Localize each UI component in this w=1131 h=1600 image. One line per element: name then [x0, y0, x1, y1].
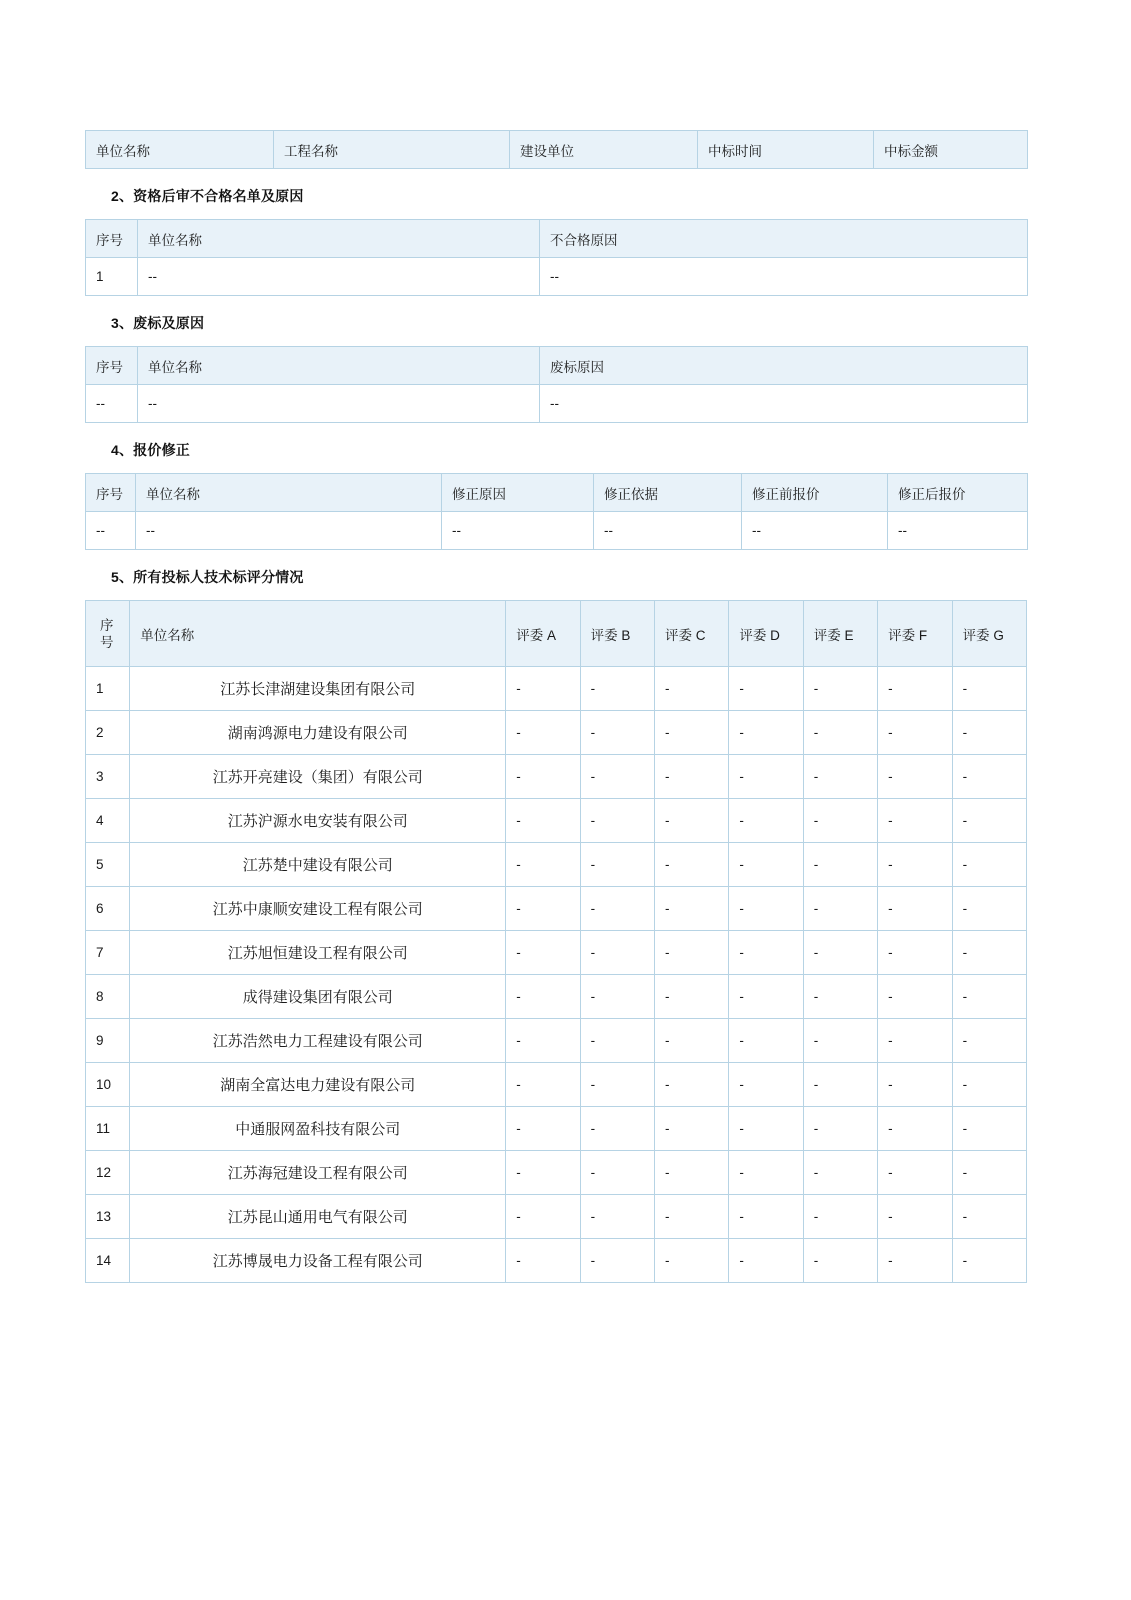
cell-judge-score: - [803, 1107, 877, 1151]
cell-company-name: 江苏博晟电力设备工程有限公司 [130, 1239, 506, 1283]
cell-company-name: 江苏海冠建设工程有限公司 [130, 1151, 506, 1195]
cell-judge-score: - [952, 887, 1026, 931]
cell-seq: 1 [86, 667, 130, 711]
cell-correction-reason: -- [442, 512, 594, 550]
cell-judge-score: - [506, 887, 580, 931]
cell-judge-score: - [878, 1019, 952, 1063]
column-header-seq: 序号 [86, 347, 138, 385]
cell-judge-score: - [580, 975, 654, 1019]
table-row [86, 711, 1027, 755]
cell-judge-score: - [580, 667, 654, 711]
column-header-judge-c: 评委 C [655, 601, 729, 667]
column-header-price-after: 修正后报价 [888, 474, 1028, 512]
cell-judge-score: - [506, 1019, 580, 1063]
cell-judge-score: - [803, 711, 877, 755]
cell-company-name: 中通服网盈科技有限公司 [130, 1107, 506, 1151]
cell-judge-score: - [506, 1239, 580, 1283]
cell-judge-score: - [506, 975, 580, 1019]
table-row [86, 512, 1028, 550]
cell-judge-score: - [729, 1063, 803, 1107]
table-row [86, 1195, 1027, 1239]
cell-judge-score: - [878, 1063, 952, 1107]
cell-judge-score: - [580, 799, 654, 843]
cell-judge-score: - [803, 931, 877, 975]
table-row [86, 931, 1027, 975]
cell-company-name: 湖南鸿源电力建设有限公司 [130, 711, 506, 755]
cell-judge-score: - [878, 1107, 952, 1151]
cell-seq: 12 [86, 1151, 130, 1195]
cell-judge-score: - [729, 667, 803, 711]
column-header-judge-g: 评委 G [952, 601, 1026, 667]
column-header-award-amount: 中标金额 [874, 131, 1028, 169]
technical-score-table [85, 600, 1027, 1283]
cell-judge-score: - [878, 931, 952, 975]
winner-info-table [85, 130, 1028, 169]
cell-price-after: -- [888, 512, 1028, 550]
column-header-price-before: 修正前报价 [742, 474, 888, 512]
cell-judge-score: - [952, 1063, 1026, 1107]
cell-company-name: -- [136, 512, 442, 550]
cell-judge-score: - [655, 1107, 729, 1151]
column-header-company-name: 单位名称 [130, 601, 506, 667]
cell-seq: -- [86, 512, 136, 550]
cell-judge-score: - [506, 711, 580, 755]
section-title-3: 3、废标及原因 [111, 315, 205, 331]
column-header-correction-reason: 修正原因 [442, 474, 594, 512]
column-header-judge-e: 评委 E [803, 601, 877, 667]
cell-judge-score: - [655, 843, 729, 887]
cell-judge-score: - [729, 975, 803, 1019]
cell-judge-score: - [952, 667, 1026, 711]
cell-judge-score: - [506, 1063, 580, 1107]
column-header-company-name: 单位名称 [138, 347, 540, 385]
cell-judge-score: - [580, 887, 654, 931]
cell-judge-score: - [952, 931, 1026, 975]
cell-judge-score: - [655, 711, 729, 755]
cell-judge-score: - [878, 1151, 952, 1195]
column-header-seq: 序号 [86, 220, 138, 258]
table-row [86, 385, 1028, 423]
cell-judge-score: - [655, 799, 729, 843]
cell-judge-score: - [580, 711, 654, 755]
cell-seq: 14 [86, 1239, 130, 1283]
cell-judge-score: - [655, 887, 729, 931]
cell-judge-score: - [729, 1019, 803, 1063]
cell-judge-score: - [729, 755, 803, 799]
table-row [86, 667, 1027, 711]
cell-judge-score: - [655, 975, 729, 1019]
column-header-seq: 序号 [86, 474, 136, 512]
cell-judge-score: - [952, 1019, 1026, 1063]
cell-judge-score: - [506, 799, 580, 843]
cell-judge-score: - [803, 1151, 877, 1195]
cell-judge-score: - [655, 1063, 729, 1107]
cell-judge-score: - [729, 799, 803, 843]
table-header-row [86, 131, 1028, 169]
cell-seq: 8 [86, 975, 130, 1019]
cell-judge-score: - [952, 1195, 1026, 1239]
column-header-judge-f: 评委 F [878, 601, 952, 667]
cell-judge-score: - [952, 711, 1026, 755]
cell-judge-score: - [506, 843, 580, 887]
cell-judge-score: - [580, 1063, 654, 1107]
cell-judge-score: - [655, 755, 729, 799]
invalid-bid-table [85, 346, 1028, 423]
cell-judge-score: - [878, 667, 952, 711]
cell-judge-score: - [803, 1195, 877, 1239]
cell-judge-score: - [878, 1239, 952, 1283]
table-row [86, 258, 1028, 296]
cell-judge-score: - [655, 1151, 729, 1195]
cell-seq: 4 [86, 799, 130, 843]
cell-judge-score: - [506, 1195, 580, 1239]
cell-seq: 2 [86, 711, 130, 755]
cell-judge-score: - [803, 799, 877, 843]
cell-judge-score: - [878, 1195, 952, 1239]
cell-judge-score: - [655, 1019, 729, 1063]
cell-company-name: 江苏沪源水电安装有限公司 [130, 799, 506, 843]
cell-company-name: 江苏浩然电力工程建设有限公司 [130, 1019, 506, 1063]
cell-seq: 10 [86, 1063, 130, 1107]
section-title-2: 2、资格后审不合格名单及原因 [111, 188, 304, 204]
column-header-invalid-reason: 废标原因 [540, 347, 1028, 385]
table-header-row [86, 601, 1027, 667]
table-row [86, 1063, 1027, 1107]
table-row [86, 1239, 1027, 1283]
table-header-row [86, 220, 1028, 258]
cell-seq: 7 [86, 931, 130, 975]
cell-correction-basis: -- [594, 512, 742, 550]
table-header-row [86, 474, 1028, 512]
section-title-4: 4、报价修正 [111, 442, 190, 458]
cell-company-name: 江苏楚中建设有限公司 [130, 843, 506, 887]
cell-judge-score: - [952, 1151, 1026, 1195]
cell-seq: 13 [86, 1195, 130, 1239]
cell-seq: 11 [86, 1107, 130, 1151]
cell-judge-score: - [506, 755, 580, 799]
cell-judge-score: - [580, 931, 654, 975]
cell-judge-score: - [506, 667, 580, 711]
cell-judge-score: - [878, 887, 952, 931]
cell-judge-score: - [878, 755, 952, 799]
cell-judge-score: - [803, 887, 877, 931]
table-row [86, 1107, 1027, 1151]
column-header-judge-a: 评委 A [506, 601, 580, 667]
cell-reason: -- [540, 385, 1028, 423]
column-header-award-date: 中标时间 [698, 131, 874, 169]
cell-seq: 9 [86, 1019, 130, 1063]
cell-judge-score: - [952, 1107, 1026, 1151]
cell-company-name: 江苏开亮建设（集团）有限公司 [130, 755, 506, 799]
column-header-company-name: 单位名称 [138, 220, 540, 258]
cell-reason: -- [540, 258, 1028, 296]
cell-judge-score: - [506, 1107, 580, 1151]
column-header-judge-b: 评委 B [580, 601, 654, 667]
cell-price-before: -- [742, 512, 888, 550]
cell-judge-score: - [580, 1239, 654, 1283]
cell-judge-score: - [729, 1195, 803, 1239]
cell-judge-score: - [580, 1019, 654, 1063]
cell-company-name: 江苏旭恒建设工程有限公司 [130, 931, 506, 975]
cell-judge-score: - [729, 1239, 803, 1283]
cell-judge-score: - [878, 711, 952, 755]
cell-judge-score: - [952, 843, 1026, 887]
cell-judge-score: - [803, 1063, 877, 1107]
cell-company-name: 江苏昆山通用电气有限公司 [130, 1195, 506, 1239]
column-header-disqualification-reason: 不合格原因 [540, 220, 1028, 258]
cell-judge-score: - [803, 975, 877, 1019]
cell-company-name: 湖南全富达电力建设有限公司 [130, 1063, 506, 1107]
table-row [86, 755, 1027, 799]
cell-company-name: 成得建设集团有限公司 [130, 975, 506, 1019]
cell-judge-score: - [952, 755, 1026, 799]
cell-judge-score: - [506, 1151, 580, 1195]
cell-seq: -- [86, 385, 138, 423]
cell-judge-score: - [506, 931, 580, 975]
cell-seq: 5 [86, 843, 130, 887]
table-row [86, 975, 1027, 1019]
cell-judge-score: - [878, 975, 952, 1019]
column-header-project-name: 工程名称 [274, 131, 510, 169]
cell-judge-score: - [580, 1107, 654, 1151]
disqualification-table [85, 219, 1028, 296]
cell-company-name: -- [138, 258, 540, 296]
table-row [86, 1019, 1027, 1063]
cell-judge-score: - [803, 667, 877, 711]
cell-judge-score: - [580, 843, 654, 887]
cell-judge-score: - [952, 1239, 1026, 1283]
cell-judge-score: - [729, 1107, 803, 1151]
cell-judge-score: - [952, 799, 1026, 843]
column-header-judge-d: 评委 D [729, 601, 803, 667]
cell-judge-score: - [729, 1151, 803, 1195]
column-header-correction-basis: 修正依据 [594, 474, 742, 512]
cell-seq: 6 [86, 887, 130, 931]
cell-judge-score: - [803, 1019, 877, 1063]
cell-company-name: -- [138, 385, 540, 423]
cell-judge-score: - [952, 975, 1026, 1019]
cell-judge-score: - [729, 887, 803, 931]
table-row [86, 843, 1027, 887]
cell-judge-score: - [878, 843, 952, 887]
section-title-5: 5、所有投标人技术标评分情况 [111, 569, 304, 585]
cell-judge-score: - [878, 799, 952, 843]
cell-judge-score: - [580, 1195, 654, 1239]
table-row [86, 799, 1027, 843]
cell-judge-score: - [655, 667, 729, 711]
cell-judge-score: - [803, 1239, 877, 1283]
cell-judge-score: - [655, 1239, 729, 1283]
column-header-company-name: 单位名称 [136, 474, 442, 512]
cell-judge-score: - [580, 1151, 654, 1195]
column-header-construction-unit: 建设单位 [510, 131, 698, 169]
cell-judge-score: - [803, 843, 877, 887]
cell-judge-score: - [729, 711, 803, 755]
table-row [86, 887, 1027, 931]
cell-company-name: 江苏中康顺安建设工程有限公司 [130, 887, 506, 931]
cell-judge-score: - [655, 1195, 729, 1239]
cell-seq: 3 [86, 755, 130, 799]
column-header-seq: 序 号 [86, 601, 130, 667]
table-header-row [86, 347, 1028, 385]
cell-judge-score: - [655, 931, 729, 975]
price-correction-table [85, 473, 1028, 550]
cell-company-name: 江苏长津湖建设集团有限公司 [130, 667, 506, 711]
table-row [86, 1151, 1027, 1195]
cell-seq: 1 [86, 258, 138, 296]
cell-judge-score: - [580, 755, 654, 799]
column-header-company-name: 单位名称 [86, 131, 274, 169]
cell-judge-score: - [729, 843, 803, 887]
cell-judge-score: - [803, 755, 877, 799]
cell-judge-score: - [729, 931, 803, 975]
